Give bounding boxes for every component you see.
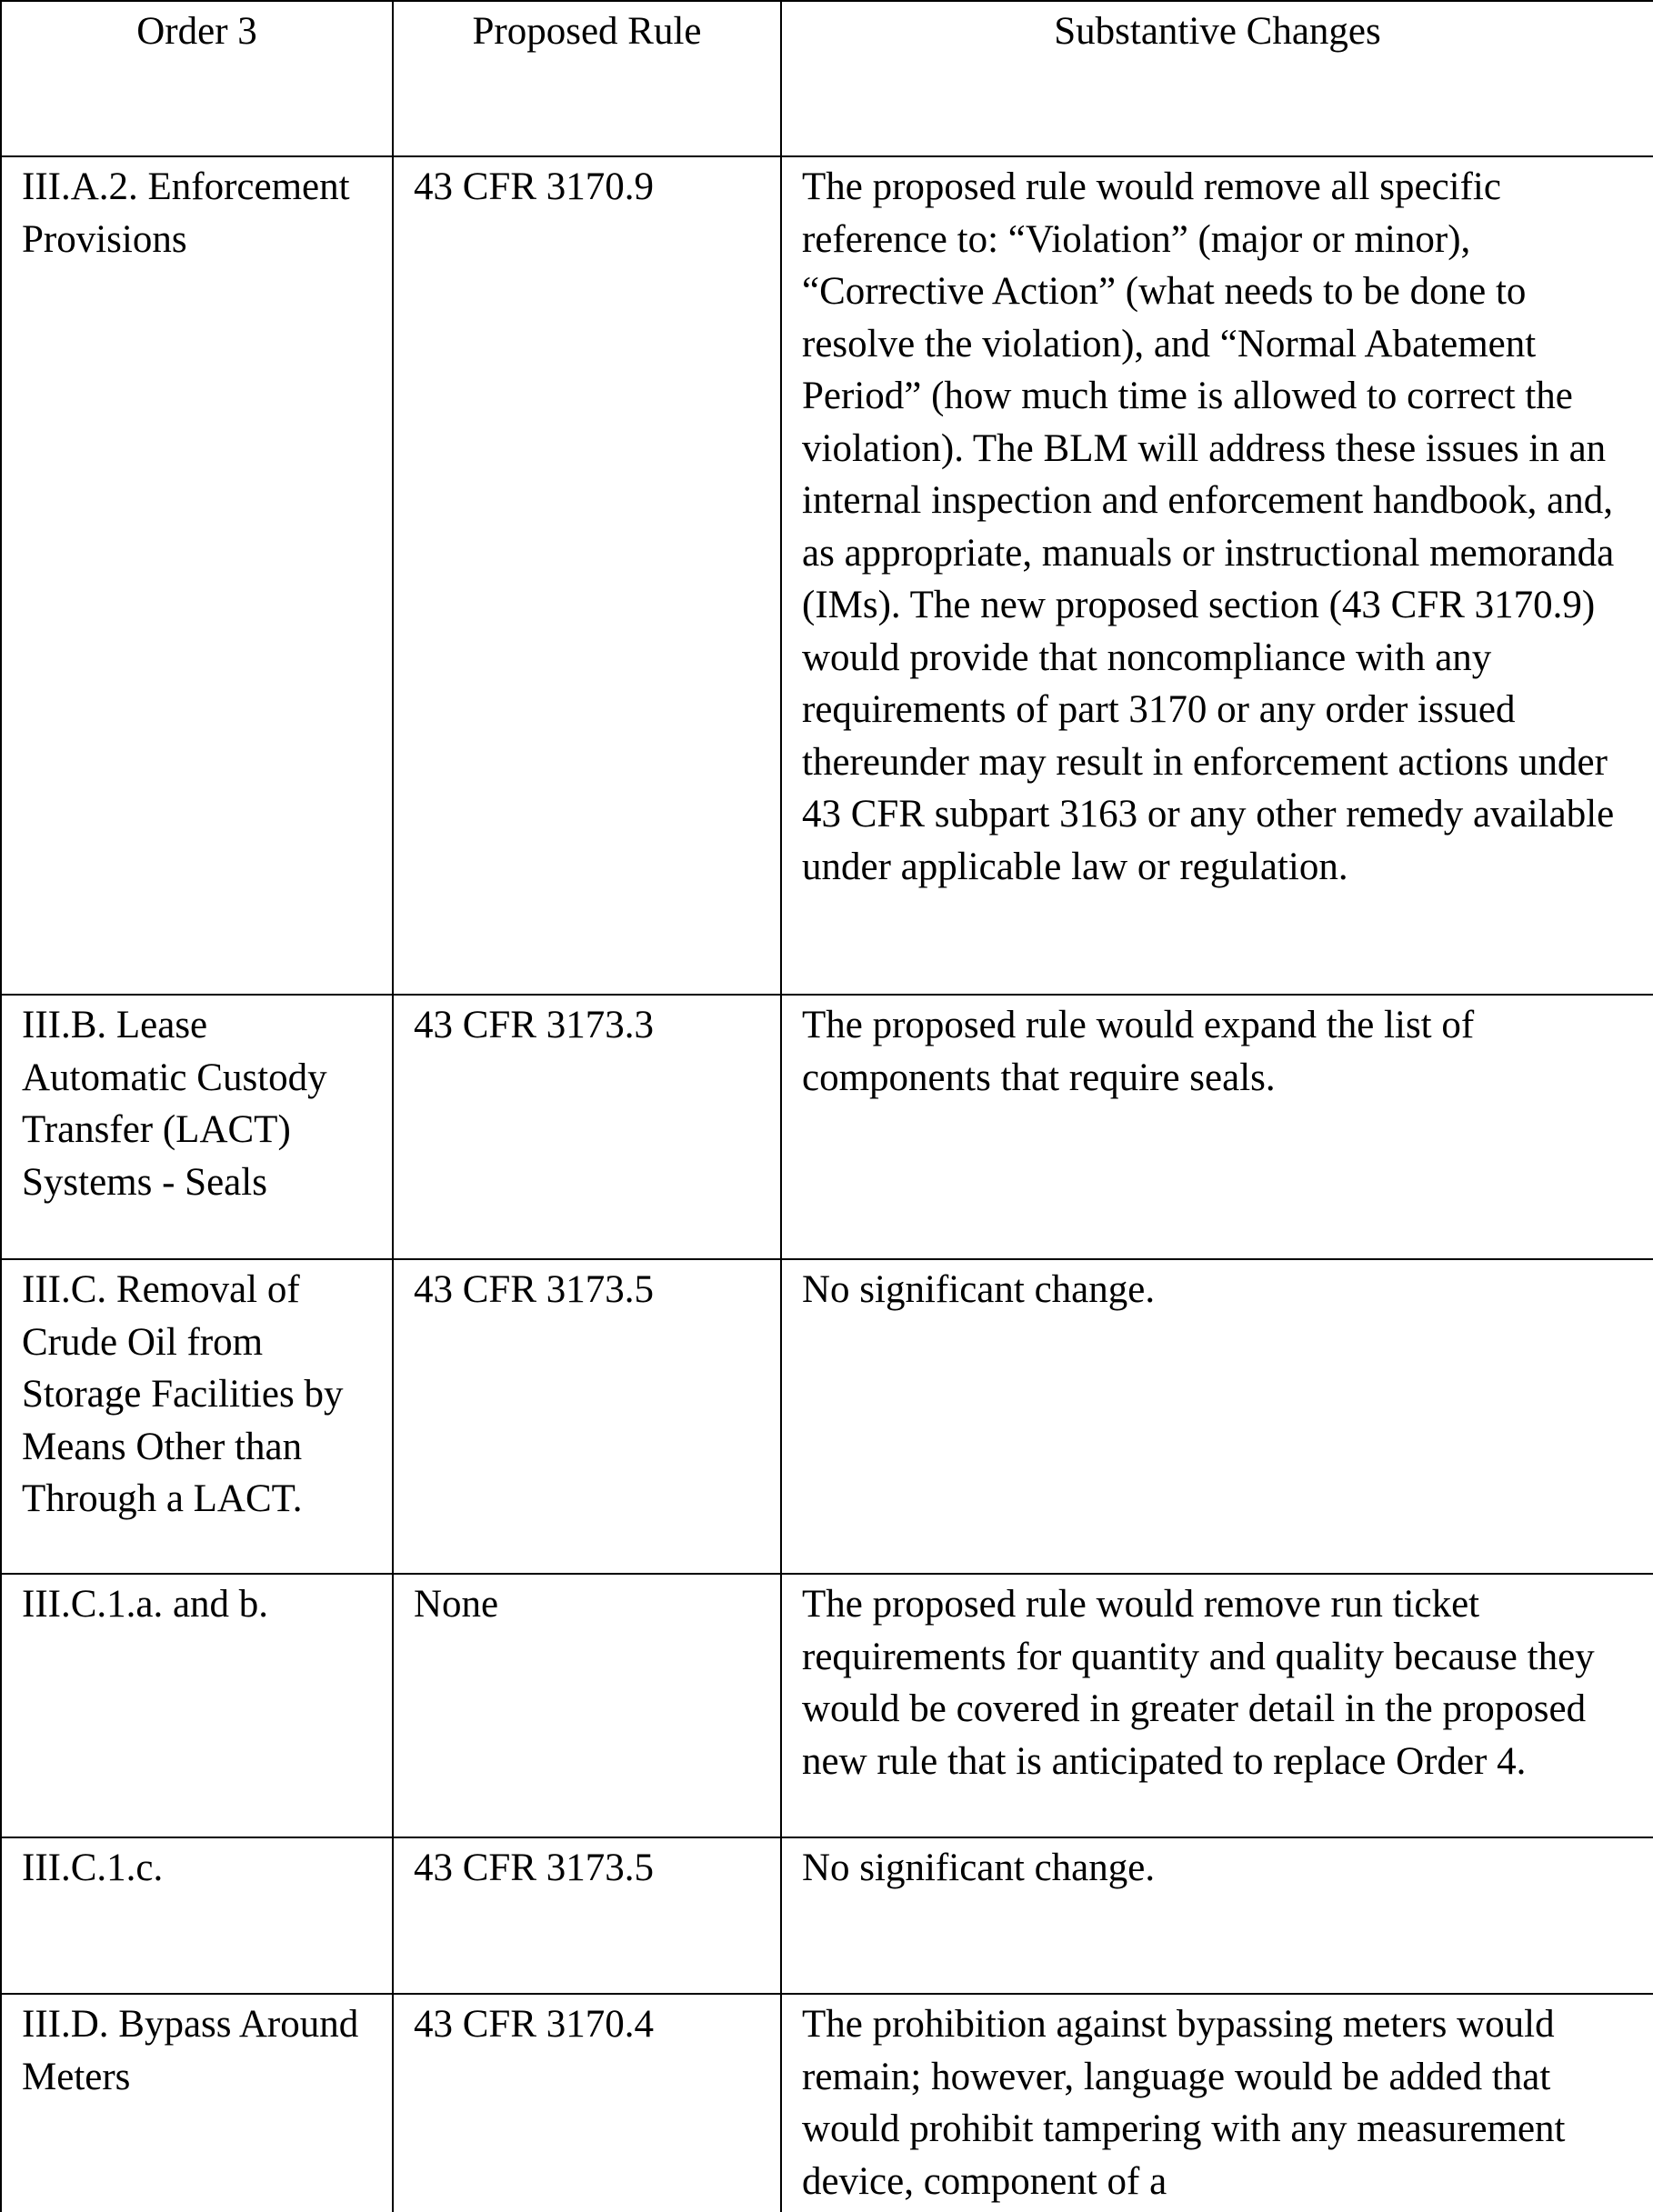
header-order-3: Order 3: [1, 1, 393, 156]
table-row: [1, 1574, 1653, 1837]
changes-cell: No significant change.: [781, 1259, 1653, 1574]
table-row: [1, 995, 1653, 1259]
proposed-rule-cell: 43 CFR 3170.9: [393, 156, 781, 995]
changes-cell: The prohibition against bypassing meters would remain; however, language would be added that would prohibit tampering with any measurement device, component of a: [781, 1994, 1653, 2212]
order3-cell: III.D. Bypass Around Meters: [1, 1994, 393, 2212]
changes-cell: The proposed rule would expand the list of components that require seals.: [781, 995, 1653, 1259]
changes-cell: No significant change.: [781, 1837, 1653, 1994]
changes-cell: The proposed rule would remove all specific reference to: “Violation” (major or minor), “Corrective Action” (what needs to be done to resolve the violation), and “Normal Abatement Period” (how much time is allowed to correct the violation). The BLM will address these issues in an internal inspection and enforcement handbook, and, as appropriate, manuals or instructional memoranda (IMs). The new proposed section (43 CFR 3170.9) would provide that noncompliance with any requirements of part 3170 or any order issued thereunder may result in enforcement actions under 43 CFR subpart 3163 or any other remedy available under applicable law or regulation.: [781, 156, 1653, 995]
table-row: [1, 1259, 1653, 1574]
order3-cell: III.B. Lease Automatic Custody Transfer (LACT) Systems - Seals: [1, 995, 393, 1259]
table-row: [1, 1994, 1653, 2212]
order3-cell: III.C. Removal of Crude Oil from Storage Facilities by Means Other than Through a LACT.: [1, 1259, 393, 1574]
header-row: [1, 1, 1653, 156]
changes-cell: The proposed rule would remove run ticket requirements for quantity and quality because they would be covered in greater detail in the proposed new rule that is anticipated to replace Order 4.: [781, 1574, 1653, 1837]
proposed-rule-cell: 43 CFR 3170.4: [393, 1994, 781, 2212]
header-proposed-rule: Proposed Rule: [393, 1, 781, 156]
proposed-rule-cell: 43 CFR 3173.5: [393, 1837, 781, 1994]
order3-cell: III.C.1.c.: [1, 1837, 393, 1994]
header-substantive-changes: Substantive Changes: [781, 1, 1653, 156]
table-row: [1, 156, 1653, 995]
proposed-rule-cell: 43 CFR 3173.5: [393, 1259, 781, 1574]
proposed-rule-cell: None: [393, 1574, 781, 1837]
proposed-rule-cell: 43 CFR 3173.3: [393, 995, 781, 1259]
order3-cell: III.C.1.a. and b.: [1, 1574, 393, 1837]
order3-cell: III.A.2. Enforcement Provisions: [1, 156, 393, 995]
table-row: [1, 1837, 1653, 1994]
